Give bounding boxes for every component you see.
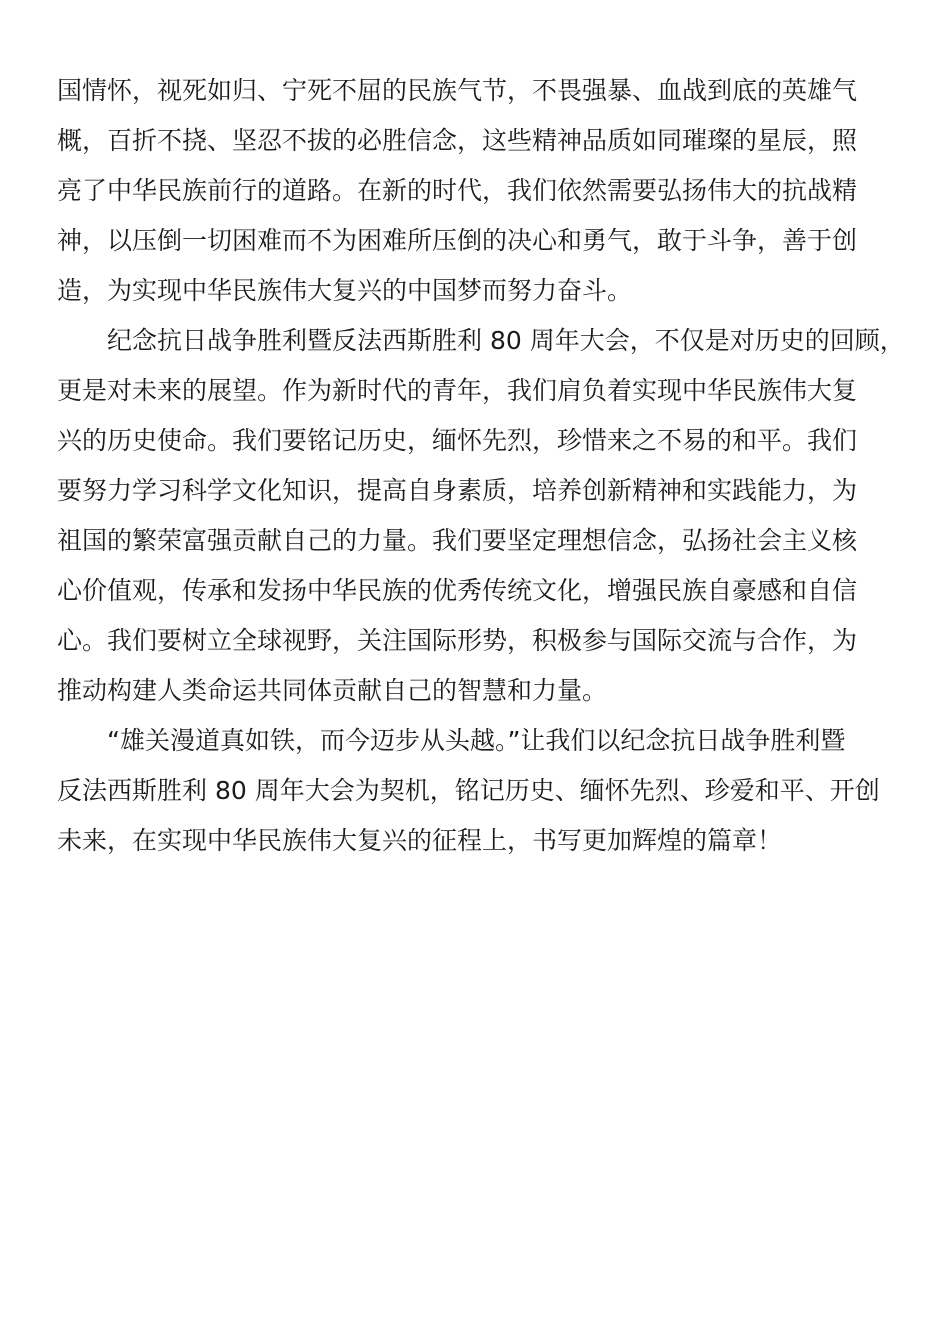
text-line: 神，以压倒一切困难而不为困难所压倒的决心和勇气，敢于斗争，善于创 [57,226,858,255]
text-line: 心价值观，传承和发扬中华民族的优秀传统文化，增强民族自豪感和自信 [57,576,858,605]
text-line: 反法西斯胜利 80 周年大会为契机，铭记历史、缅怀先烈、珍爱和平、开创 [57,776,880,805]
text-line: 祖国的繁荣富强贡献自己的力量。我们要坚定理想信念，弘扬社会主义核 [57,526,858,555]
text-line: 纪念抗日战争胜利暨反法西斯胜利 80 周年大会，不仅是对历史的回顾， [107,326,905,355]
paragraph-commemoration [57,316,907,716]
text-line: 推动构建人类命运共同体贡献自己的智慧和力量。 [57,676,608,705]
text-line: 国情怀，视死如归、宁死不屈的民族气节，不畏强暴、血战到底的英雄气 [57,76,858,105]
text-line: 更是对未来的展望。作为新时代的青年，我们肩负着实现中华民族伟大复 [57,376,858,405]
text-line: 心。我们要树立全球视野，关注国际形势，积极参与国际交流与合作，为 [57,626,858,655]
text-line: 兴的历史使命。我们要铭记历史，缅怀先烈，珍惜来之不易的和平。我们 [57,426,858,455]
text-line: 未来，在实现中华民族伟大复兴的征程上，书写更加辉煌的篇章！ [57,826,783,855]
text-line: 要努力学习科学文化知识，提高自身素质，培养创新精神和实践能力，为 [57,476,858,505]
paragraph-continuation [57,66,907,316]
text-line: “雄关漫道真如铁，而今迈步从头越。”让我们以纪念抗日战争胜利暨 [107,726,846,755]
text-line: 概，百折不挠、坚忍不拔的必胜信念，这些精神品质如同璀璨的星辰，照 [57,126,858,155]
text-line: 亮了中华民族前行的道路。在新的时代，我们依然需要弘扬伟大的抗战精 [57,176,858,205]
paragraph-conclusion [57,716,907,866]
text-line: 造，为实现中华民族伟大复兴的中国梦而努力奋斗。 [57,276,633,305]
document-body [57,66,907,866]
